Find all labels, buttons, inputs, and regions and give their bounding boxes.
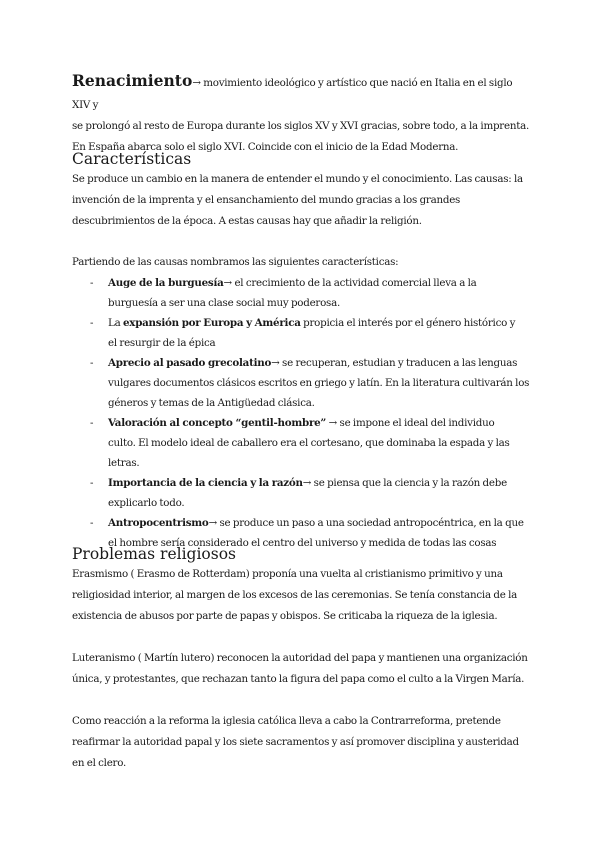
luteranismo-line: única, y protestantes, que rechazan tanto la figura del papa como el culto a la Virgen María. [72, 673, 525, 685]
erasmismo-line: religiosidad interior, al margen de los excesos de las ceremonias. Se tenía constancia de la [72, 589, 518, 601]
item-term: Valoración al concepto “gentil-hombre” [108, 417, 327, 429]
problemas-section [72, 544, 532, 774]
bullet-dash: - [90, 277, 94, 289]
item-term: Antropocentrismo [108, 517, 209, 529]
caracteristicas-heading: Características [72, 150, 192, 168]
bullet-dash: - [90, 517, 94, 529]
caracteristicas-intro-line: Partiendo de las causas nombramos las siguientes características: [72, 256, 399, 268]
list-item: - Aprecio al pasado grecolatino→ se recuperan, estudian y traducen a las lenguas vulgares documentos clásicos escritos en griego y latín. En la literatura cultivarán los géneros y temas de la Antigüedad clásica. [72, 353, 532, 413]
bullet-dash: - [90, 417, 94, 429]
contrarreforma-line: reafirmar la autoridad papal y los siete sacramentos y así promover disciplina y austeridad [72, 736, 519, 748]
item-term: expansión por Europa y América [123, 317, 301, 329]
item-term: Aprecio al pasado grecolatino [108, 357, 272, 369]
item-term: Auge de la burguesía [108, 277, 224, 289]
intro-line-3: En España abarca solo el siglo XVI. Coincide con el inicio de la Edad Moderna. [72, 141, 459, 153]
bullet-dash: - [90, 477, 94, 489]
caracteristicas-paragraph-line: descubrimientos de la época. A estas causas hay que añadir la religión. [72, 215, 422, 227]
intro-title: Renacimiento [72, 71, 193, 90]
bullet-dash: - [90, 357, 94, 369]
list-item: - Valoración al concepto “gentil-hombre” → se impone el ideal del individuo culto. El modelo ideal de caballero era el cortesano, que dominaba la espada y las letras. [72, 413, 532, 473]
intro-line-2: se prolongó al resto de Europa durante los siglos XV y XVI gracias, sobre todo, a la imprenta. [72, 120, 530, 132]
item-term: Importancia de la ciencia y la razón [108, 477, 303, 489]
contrarreforma-line: en el clero. [72, 757, 127, 769]
list-item: - Antropocentrismo→ se produce un paso a una sociedad antropocéntrica, en la que el hombre sería considerado el centro del universo y medida de todas las cosas [72, 513, 532, 553]
arrow-glyph: → [192, 77, 201, 89]
list-item: - La expansión por Europa y América propicia el interés por el género histórico y el resurgir de la épica [72, 313, 532, 353]
luteranismo-line: Luteranismo ( Martín lutero) reconocen la autoridad del papa y mantienen una organización [72, 652, 528, 664]
problemas-heading: Problemas religiosos [72, 545, 236, 563]
intro-section [72, 70, 532, 158]
caracteristicas-list [72, 273, 532, 553]
list-item: - Importancia de la ciencia y la razón→ se piensa que la ciencia y la razón debe explicarlo todo. [72, 473, 532, 513]
erasmismo-line: existencia de abusos por parte de papas y obispos. Se criticaba la riqueza de la iglesia. [72, 610, 498, 622]
caracteristicas-section [72, 149, 532, 553]
bullet-dash: - [90, 317, 94, 329]
list-item: - Auge de la burguesía→ el crecimiento de la actividad comercial lleva a la burguesía a ser una clase social muy poderosa. [72, 273, 532, 313]
caracteristicas-paragraph-line: Se produce un cambio en la manera de entender el mundo y el conocimiento. Las causas: la [72, 173, 523, 185]
contrarreforma-line: Como reacción a la reforma la iglesia católica lleva a cabo la Contrarreforma, pretende [72, 715, 501, 727]
caracteristicas-paragraph-line: invención de la imprenta y el ensanchamiento del mundo gracias a los grandes [72, 194, 461, 206]
intro-line-1: Renacimiento→ movimiento ideológico y artístico que nació en Italia en el siglo XIV y [72, 71, 513, 111]
erasmismo-line: Erasmismo ( Erasmo de Rotterdam) proponía una vuelta al cristianismo primitivo y una [72, 568, 503, 580]
